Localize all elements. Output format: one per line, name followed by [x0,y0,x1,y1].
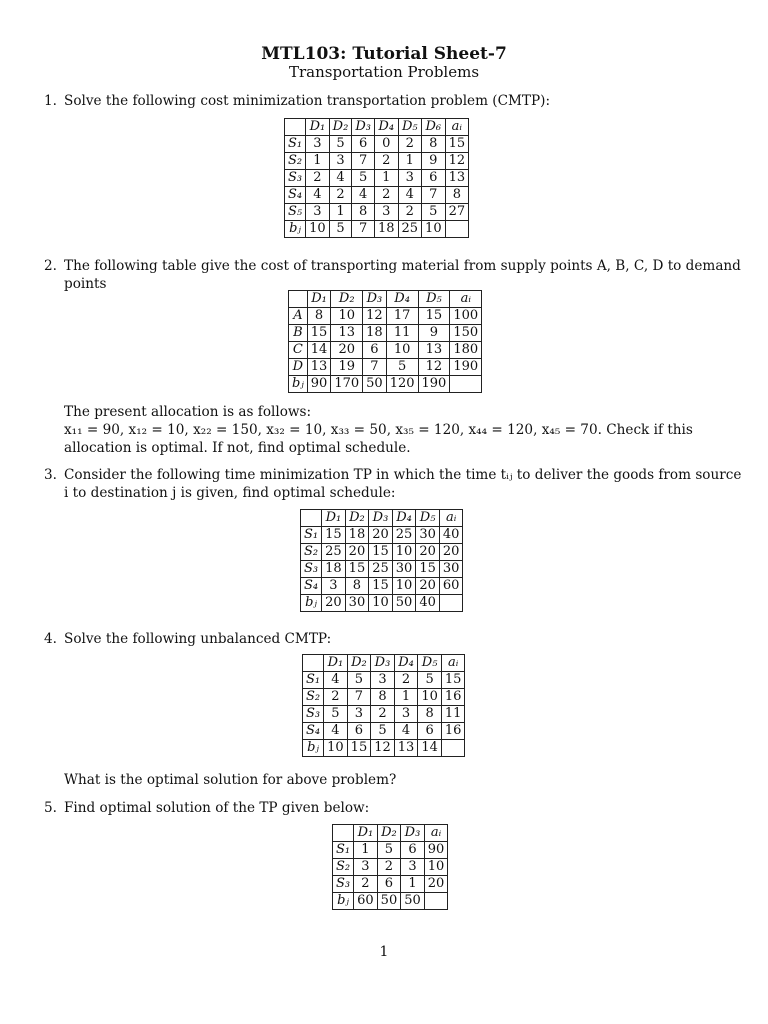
table-cell: 6 [363,342,387,359]
table-cell: 40 [416,595,440,612]
allocation-values: x₁₁ = 90, x₁₂ = 10, x₂₂ = 150, x₃₂ = 10, x₃₃ = 50, x₃₅ = 120, x₄₄ = 120, x₄₅ = 70. Check if this allocation is optimal. If not, find optimal schedule. [64,422,693,456]
column-header: aᵢ [424,825,448,842]
table-cell: 170 [331,376,363,393]
cost-table-2 [288,290,482,393]
table-cell: 60 [439,578,463,595]
row-header: S₃ [333,876,354,893]
column-header: D₆ [422,119,446,136]
table-cell: 18 [363,325,387,342]
table-cell: 120 [386,376,418,393]
row-header: S₁ [333,842,354,859]
column-header: D₁ [324,655,348,672]
table-row [303,706,465,723]
table-row [301,578,463,595]
column-header: aᵢ [441,655,465,672]
question-2 [44,257,750,293]
table-row [301,561,463,578]
table-cell: 15 [307,325,331,342]
table-cell: 20 [424,876,448,893]
column-header: D₁ [322,510,346,527]
table-row [289,359,482,376]
table-row [333,859,448,876]
row-header: S₂ [301,544,322,561]
table-cell: 25 [369,561,393,578]
table-cell: 25 [322,544,346,561]
column-header: D₄ [394,655,418,672]
table-row [285,204,469,221]
table-cell: 50 [401,893,425,910]
table-cell: 50 [377,893,401,910]
table-cell: 18 [345,527,369,544]
page-title: MTL103: Tutorial Sheet-7 [261,44,507,64]
table-cell: 20 [331,342,363,359]
table-cell: 1 [354,842,378,859]
table-row [301,544,463,561]
table-cell: 10 [331,308,363,325]
table-cell: 4 [352,187,375,204]
time-table-3 [300,509,463,612]
table-cell: 12 [445,153,469,170]
row-header: S₄ [285,187,306,204]
table-row [289,376,482,393]
column-header: aᵢ [439,510,463,527]
row-header: S₄ [303,723,324,740]
table-cell: 12 [371,740,395,757]
question-number: 3. [44,467,57,483]
table-cell: 6 [352,136,375,153]
table-cell: 15 [347,740,371,757]
table-cell: 8 [422,136,446,153]
table-row [285,187,469,204]
table-cell: 5 [352,170,375,187]
table-cell: 5 [386,359,418,376]
table-cell: 20 [416,578,440,595]
column-header: D₅ [416,510,440,527]
table-cell: 8 [371,689,395,706]
table-cell: 40 [439,527,463,544]
column-header: aᵢ [450,291,482,308]
table-cell: 30 [392,561,416,578]
column-header: D₃ [363,291,387,308]
row-header: S₁ [285,136,306,153]
table-cell: 4 [329,170,352,187]
row-header: A [289,308,308,325]
row-header: S₃ [301,561,322,578]
table-cell: 5 [347,672,371,689]
table-cell: 1 [374,170,398,187]
table-row [303,689,465,706]
row-header: S₂ [285,153,306,170]
table-cell: 13 [394,740,418,757]
table-cell: 16 [441,723,465,740]
question-text: Consider the following time minimization TP in which the time tᵢⱼ to deliver the goods from source i to destination j is given, find optimal schedule: [64,467,742,501]
table-cell: 3 [398,170,422,187]
table-cell: 7 [347,689,371,706]
table-header-row [303,655,465,672]
table-cell: 20 [369,527,393,544]
cost-table-1 [284,118,469,238]
row-header: S₂ [333,859,354,876]
row-header: D [289,359,308,376]
table-row [289,325,482,342]
row-header: S₃ [285,170,306,187]
table-cell: 150 [450,325,482,342]
column-header: D₃ [352,119,375,136]
column-header: D₃ [369,510,393,527]
table-row [301,595,463,612]
table-cell: 5 [377,842,401,859]
table-cell: 6 [418,723,442,740]
table-cell: 0 [374,136,398,153]
allocation-intro: The present allocation is as follows: [64,404,312,420]
table-cell: 7 [363,359,387,376]
table-cell: 4 [306,187,330,204]
table-cell: 2 [394,672,418,689]
table-cell: 1 [329,204,352,221]
table-cell: 13 [445,170,469,187]
table-cell: 180 [450,342,482,359]
column-header: D₅ [418,655,442,672]
table-cell: 15 [445,136,469,153]
table-cell: 10 [424,859,448,876]
table-cell: 15 [418,308,450,325]
table-header-row [285,119,469,136]
row-header: B [289,325,308,342]
table-cell: 20 [345,544,369,561]
table-cell: 5 [329,136,352,153]
table-cell: 3 [322,578,346,595]
table-cell: 25 [392,527,416,544]
table-cell: 8 [352,204,375,221]
table-cell: 8 [307,308,331,325]
table-cell: 12 [418,359,450,376]
table-cell: 10 [369,595,393,612]
table-cell: 15 [345,561,369,578]
table-cell: 13 [331,325,363,342]
table-cell: 6 [347,723,371,740]
table-cell: 190 [450,359,482,376]
table-cell: 6 [377,876,401,893]
table-cell: 100 [450,308,482,325]
column-header: D₄ [392,510,416,527]
table-cell: 90 [424,842,448,859]
table-cell: 8 [445,187,469,204]
question-4-followup: What is the optimal solution for above problem? [64,772,397,788]
cost-table-4 [302,654,465,757]
table-cell: 30 [439,561,463,578]
table-cell: 20 [322,595,346,612]
table-cell: 20 [439,544,463,561]
table-cell: 4 [324,672,348,689]
table-cell: 2 [374,153,398,170]
row-header: C [289,342,308,359]
row-header: bⱼ [301,595,322,612]
table-row [333,893,448,910]
table-cell: 4 [394,723,418,740]
table-cell: 3 [329,153,352,170]
table-cell: 10 [422,221,446,238]
table-cell: 14 [307,342,331,359]
table-cell: 4 [398,187,422,204]
table-cell: 1 [306,153,330,170]
table-cell: 15 [441,672,465,689]
table-cell: 30 [416,527,440,544]
column-header [303,655,324,672]
table-cell: 10 [306,221,330,238]
table-cell: 1 [401,876,425,893]
question-text: Find optimal solution of the TP given below: [64,800,370,816]
table-row [285,153,469,170]
table-cell: 15 [369,544,393,561]
table-cell: 7 [352,221,375,238]
table-cell: 6 [422,170,446,187]
column-header: D₂ [377,825,401,842]
table-cell: 3 [306,204,330,221]
table-cell: 5 [329,221,352,238]
table-cell: 2 [354,876,378,893]
row-header: S₁ [303,672,324,689]
table-cell: 2 [329,187,352,204]
table-cell [445,221,469,238]
table-row [301,527,463,544]
row-header: S₅ [285,204,306,221]
row-header: S₂ [303,689,324,706]
table-cell: 5 [422,204,446,221]
table-cell: 15 [322,527,346,544]
row-header: S₁ [301,527,322,544]
column-header: D₂ [331,291,363,308]
table-cell: 25 [398,221,422,238]
table-row [303,672,465,689]
table-header-row [333,825,448,842]
table-cell: 11 [441,706,465,723]
table-cell: 2 [377,859,401,876]
table-cell: 190 [418,376,450,393]
table-cell: 27 [445,204,469,221]
table-cell [439,595,463,612]
table-cell [450,376,482,393]
table-cell: 50 [363,376,387,393]
table-cell: 4 [324,723,348,740]
row-header: bⱼ [303,740,324,757]
column-header: D₁ [306,119,330,136]
table-cell: 18 [374,221,398,238]
table-cell: 8 [345,578,369,595]
table-cell: 10 [392,578,416,595]
table-cell: 7 [422,187,446,204]
column-header: D₅ [398,119,422,136]
question-4 [44,630,750,648]
table-cell: 20 [416,544,440,561]
table-cell: 9 [418,325,450,342]
table-cell: 5 [418,672,442,689]
table-row [285,221,469,238]
question-text: Solve the following unbalanced CMTP: [64,631,332,647]
table-row [289,342,482,359]
table-cell: 3 [306,136,330,153]
table-cell: 3 [394,706,418,723]
table-cell: 14 [418,740,442,757]
table-row [303,740,465,757]
table-cell: 18 [322,561,346,578]
table-cell [441,740,465,757]
table-cell: 90 [307,376,331,393]
table-cell: 19 [331,359,363,376]
question-number: 1. [44,93,57,109]
table-cell: 9 [422,153,446,170]
table-cell: 3 [401,859,425,876]
row-header: bⱼ [285,221,306,238]
row-header: S₄ [301,578,322,595]
column-header: D₄ [386,291,418,308]
table-cell: 5 [371,723,395,740]
table-cell: 7 [352,153,375,170]
column-header: D₃ [371,655,395,672]
table-cell: 1 [394,689,418,706]
table-cell: 10 [418,689,442,706]
table-cell: 15 [369,578,393,595]
table-cell: 60 [354,893,378,910]
table-cell: 2 [371,706,395,723]
table-cell: 2 [398,204,422,221]
question-number: 2. [44,258,57,274]
column-header [333,825,354,842]
page-number: 1 [379,944,389,960]
table-header-row [289,291,482,308]
question-5 [44,799,750,817]
column-header: D₂ [347,655,371,672]
table-cell: 3 [371,672,395,689]
table-cell: 10 [392,544,416,561]
table-cell: 11 [386,325,418,342]
table-row [333,876,448,893]
table-cell: 2 [324,689,348,706]
question-number: 4. [44,631,57,647]
column-header [301,510,322,527]
column-header: aᵢ [445,119,469,136]
question-text: The following table give the cost of transporting material from supply points A, B, C, D to demand points [64,258,741,292]
table-cell: 10 [324,740,348,757]
table-row [333,842,448,859]
table-cell: 2 [306,170,330,187]
column-header [285,119,306,136]
row-header: bⱼ [333,893,354,910]
table-cell: 30 [345,595,369,612]
page-subtitle: Transportation Problems [288,63,480,81]
table-cell: 5 [324,706,348,723]
table-cell: 10 [386,342,418,359]
table-cell: 6 [401,842,425,859]
table-cell [424,893,448,910]
table-cell: 15 [416,561,440,578]
column-header: D₃ [401,825,425,842]
table-cell: 3 [354,859,378,876]
table-cell: 3 [347,706,371,723]
table-row [285,170,469,187]
question-number: 5. [44,800,57,816]
table-cell: 3 [374,204,398,221]
table-row [289,308,482,325]
question-text: Solve the following cost minimization transportation problem (CMTP): [64,93,551,109]
cost-table-5 [332,824,448,910]
table-cell: 2 [398,136,422,153]
column-header: D₁ [307,291,331,308]
table-cell: 50 [392,595,416,612]
table-cell: 1 [398,153,422,170]
table-header-row [301,510,463,527]
table-cell: 8 [418,706,442,723]
column-header: D₄ [374,119,398,136]
column-header: D₁ [354,825,378,842]
table-cell: 2 [374,187,398,204]
column-header: D₂ [329,119,352,136]
question-1 [44,92,750,110]
table-row [285,136,469,153]
table-cell: 13 [307,359,331,376]
column-header: D₂ [345,510,369,527]
question-3 [44,466,750,502]
column-header [289,291,308,308]
row-header: S₃ [303,706,324,723]
column-header: D₅ [418,291,450,308]
table-cell: 13 [418,342,450,359]
table-cell: 16 [441,689,465,706]
table-row [303,723,465,740]
row-header: bⱼ [289,376,308,393]
table-cell: 12 [363,308,387,325]
table-cell: 17 [386,308,418,325]
